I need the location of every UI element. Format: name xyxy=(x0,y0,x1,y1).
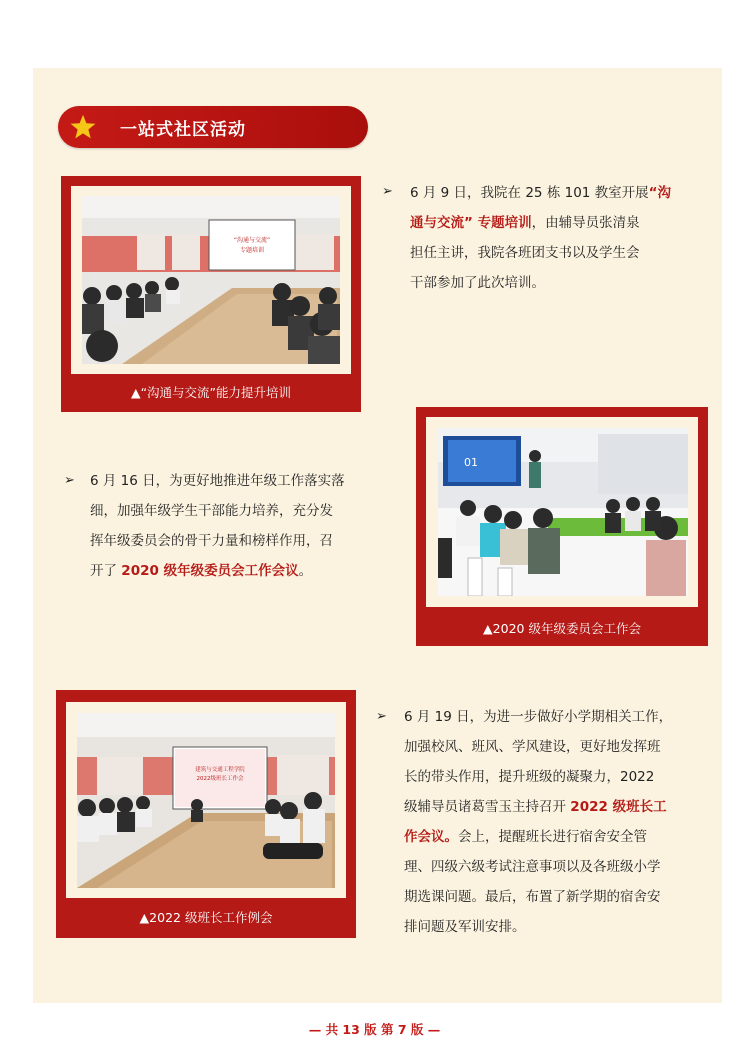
text-line: 。 xyxy=(298,563,313,579)
section-title: 一站式社区活动 xyxy=(120,119,246,140)
highlight-text: “沟 xyxy=(648,185,672,201)
page-footer: — 共 13 版 第 7 版 — xyxy=(308,1022,441,1037)
text-line: 长的带头作用，提升班级的凝聚力，2022 xyxy=(404,769,655,785)
bullet-marker: ➢ xyxy=(64,473,75,488)
bullet-marker: ➢ xyxy=(376,709,387,724)
text-line: 干部参加了此次培训。 xyxy=(410,275,545,291)
photo-caption: ▲2020 级年级委员会工作会 xyxy=(483,621,641,636)
text-line: 细，加强年级学生干部能力培养，充分发 xyxy=(90,503,333,519)
text-line: 6 月 19 日，为进一步做好小学期相关工作， xyxy=(404,709,673,725)
text-line: 加强校风、班风、学风建设，更好地发挥班 xyxy=(404,739,661,755)
paragraph-3 xyxy=(404,702,704,942)
highlight-text: 2022 级班长工 xyxy=(570,799,667,815)
text-line: 6 月 16 日，为更好地推进年级工作落实落 xyxy=(90,473,345,489)
paragraph-2 xyxy=(90,466,390,586)
text-line: ，由辅导员张清泉 xyxy=(531,215,640,231)
paragraph-1 xyxy=(410,178,700,298)
screen-text: 专题培训 xyxy=(239,247,265,254)
screen-text: 建筑与交通工程学院 xyxy=(195,767,245,773)
bullet-marker: ➢ xyxy=(382,184,393,199)
text-line: 担任主讲，我院各班团支书以及学生会 xyxy=(410,245,640,261)
text-line: 开了 xyxy=(90,563,122,579)
photo-caption: ▲2022 级班长工作例会 xyxy=(139,910,273,925)
training-photo xyxy=(82,196,340,364)
photo-caption: ▲“沟通与交流”能力提升培训 xyxy=(130,385,292,400)
monitor-meeting-photo xyxy=(77,713,335,888)
photo-frame-3 xyxy=(56,690,356,938)
highlight-text: 通与交流” 专题培训 xyxy=(410,215,532,231)
text-line: 会上，提醒班长进行宿舍安全管 xyxy=(458,829,647,845)
screen-text: 2022级班长工作会 xyxy=(196,776,244,782)
highlight-text: 作会议。 xyxy=(404,829,458,845)
section-header xyxy=(58,106,368,148)
photo-frame-1 xyxy=(61,176,361,412)
text-line: 6 月 9 日，我院在 25 栋 101 教室开展 xyxy=(410,185,649,201)
text-line: 级辅导员诸葛雪玉主持召开 xyxy=(404,799,571,815)
photo-frame-2 xyxy=(416,407,708,646)
text-line: 期选课问题。最后，布置了新学期的宿舍安 xyxy=(404,889,661,905)
screen-text: 01 xyxy=(464,456,478,469)
text-line: 排问题及军训安排。 xyxy=(404,919,526,935)
screen-text: “沟通与交流” xyxy=(233,237,271,244)
text-line: 理、四级六级考试注意事项以及各班级小学 xyxy=(404,859,661,875)
highlight-text: 2020 级年级委员会工作会议 xyxy=(121,563,299,579)
text-line: 挥年级委员会的骨干力量和榜样作用，召 xyxy=(90,533,333,549)
committee-photo xyxy=(438,428,688,596)
star-icon xyxy=(68,112,98,142)
